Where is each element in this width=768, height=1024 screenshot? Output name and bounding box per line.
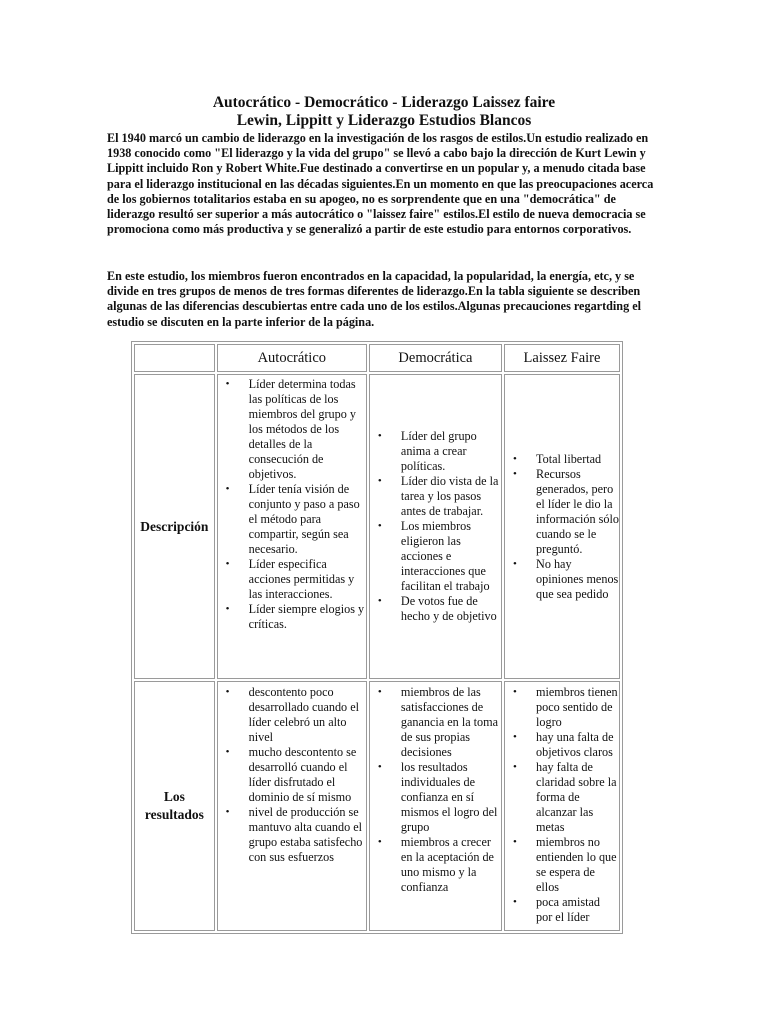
- list-item: • Líder dio vista de la tarea y los pasos antes de trabajar.: [401, 474, 501, 519]
- list-item: • miembros no entienden lo que se espera de ellos: [536, 835, 619, 895]
- list-item: • descontento poco desarrollado cuando el líder celebró un alto nivel: [249, 685, 366, 745]
- document-title: [0, 94, 768, 130]
- title-line-2: Lewin, Lippitt y Liderazgo Estudios Blancos: [236, 112, 532, 129]
- list-item: • miembros a crecer en la aceptación de uno mismo y la confianza: [401, 835, 501, 895]
- list-item: • nivel de producción se mantuvo alta cuando el grupo estaba satisfecho con sus esfuerzos: [249, 805, 366, 865]
- cell-descripcion-autocratico: [217, 374, 367, 679]
- header-laissez-faire: Laissez Faire: [504, 344, 620, 372]
- cell-descripcion-democratica: [369, 374, 502, 679]
- list-item: • De votos fue de hecho y de objetivo: [401, 594, 501, 624]
- table-header-row: [134, 344, 620, 372]
- cell-resultados-autocratico: [217, 681, 367, 931]
- row-label-descripcion: Descripción: [134, 374, 215, 679]
- leadership-styles-table: [131, 341, 623, 934]
- list-item: • Líder especifica acciones permitidas y las interacciones.: [249, 557, 366, 602]
- list-item: • miembros de las satisfacciones de ganancia en la toma de sus propias decisiones: [401, 685, 501, 760]
- list-item: • mucho descontento se desarrolló cuando el líder disfrutado el dominio de sí mismo: [249, 745, 366, 805]
- list-item: • Líder siempre elogios y críticas.: [249, 602, 366, 632]
- list-item: • hay una falta de objetivos claros: [536, 730, 619, 760]
- list-item: • miembros tienen poco sentido de logro: [536, 685, 619, 730]
- list-item: • Líder determina todas las políticas de los miembros del grupo y los métodos de los detalles de la consecución de objetivos.: [249, 377, 366, 482]
- intro-paragraph-1: El 1940 marcó un cambio de liderazgo en la investigación de los rasgos de estilos.Un estudio realizado en 1938 conocido como "El liderazgo y la vida del grupo" se llevó a cabo bajo la dirección de Kurt Lewin y Lippitt incluido Ron y Robert White.Fue destinado a convertirse en un popular y, a menudo citada base para el liderazgo institucional en las décadas siguientes.En un momento en que las preocupaciones acerca de los gobiernos totalitarios estaba en su apogeo, no es sorprendente que en una "democrática" de liderazgo resultó ser superior a más autocrático o "laissez faire" estilos.El estilo de nueva democracia se promociona como más productiva y se generalizó a partir de este estudio para entornos corporativos.: [107, 131, 654, 237]
- header-empty-cell: [134, 344, 215, 372]
- list-item: • los resultados individuales de confianza en sí mismos el logro del grupo: [401, 760, 501, 835]
- cell-resultados-democratica: [369, 681, 502, 931]
- intro-paragraph-2: En este estudio, los miembros fueron encontrados en la capacidad, la popularidad, la energía, etc, y se divide en tres grupos de menos de tres formas diferentes de liderazgo.En la tabla siguiente se describen algunas de las diferencias descubiertas entre cada uno de los estilos.Algunas precauciones regartding el estudio se discuten en la parte inferior de la página.: [107, 269, 642, 329]
- table-row: [134, 374, 620, 679]
- list-item: • Recursos generados, pero el líder le dio la información sólo cuando se le preguntó.: [536, 467, 619, 557]
- cell-descripcion-laissez-faire: [504, 374, 620, 679]
- row-label-resultados: Los resultados: [134, 681, 215, 931]
- title-line-1: Autocrático - Democrático - Liderazgo Laissez faire: [212, 94, 556, 111]
- list-item: • Líder del grupo anima a crear políticas.: [401, 429, 501, 474]
- list-item: • hay falta de claridad sobre la forma de alcanzar las metas: [536, 760, 619, 835]
- list-item: • Los miembros eligieron las acciones e interacciones que facilitan el trabajo: [401, 519, 501, 594]
- header-democratica: Democrática: [369, 344, 502, 372]
- list-item: • Líder tenía visión de conjunto y paso a paso el método para compartir, según sea necesario.: [249, 482, 366, 557]
- list-item: • Total libertad: [536, 452, 619, 467]
- list-item: • No hay opiniones menos que sea pedido: [536, 557, 619, 602]
- header-autocratico: Autocrático: [217, 344, 367, 372]
- list-item: • poca amistad por el líder: [536, 895, 619, 925]
- cell-resultados-laissez-faire: [504, 681, 620, 931]
- table-row: [134, 681, 620, 931]
